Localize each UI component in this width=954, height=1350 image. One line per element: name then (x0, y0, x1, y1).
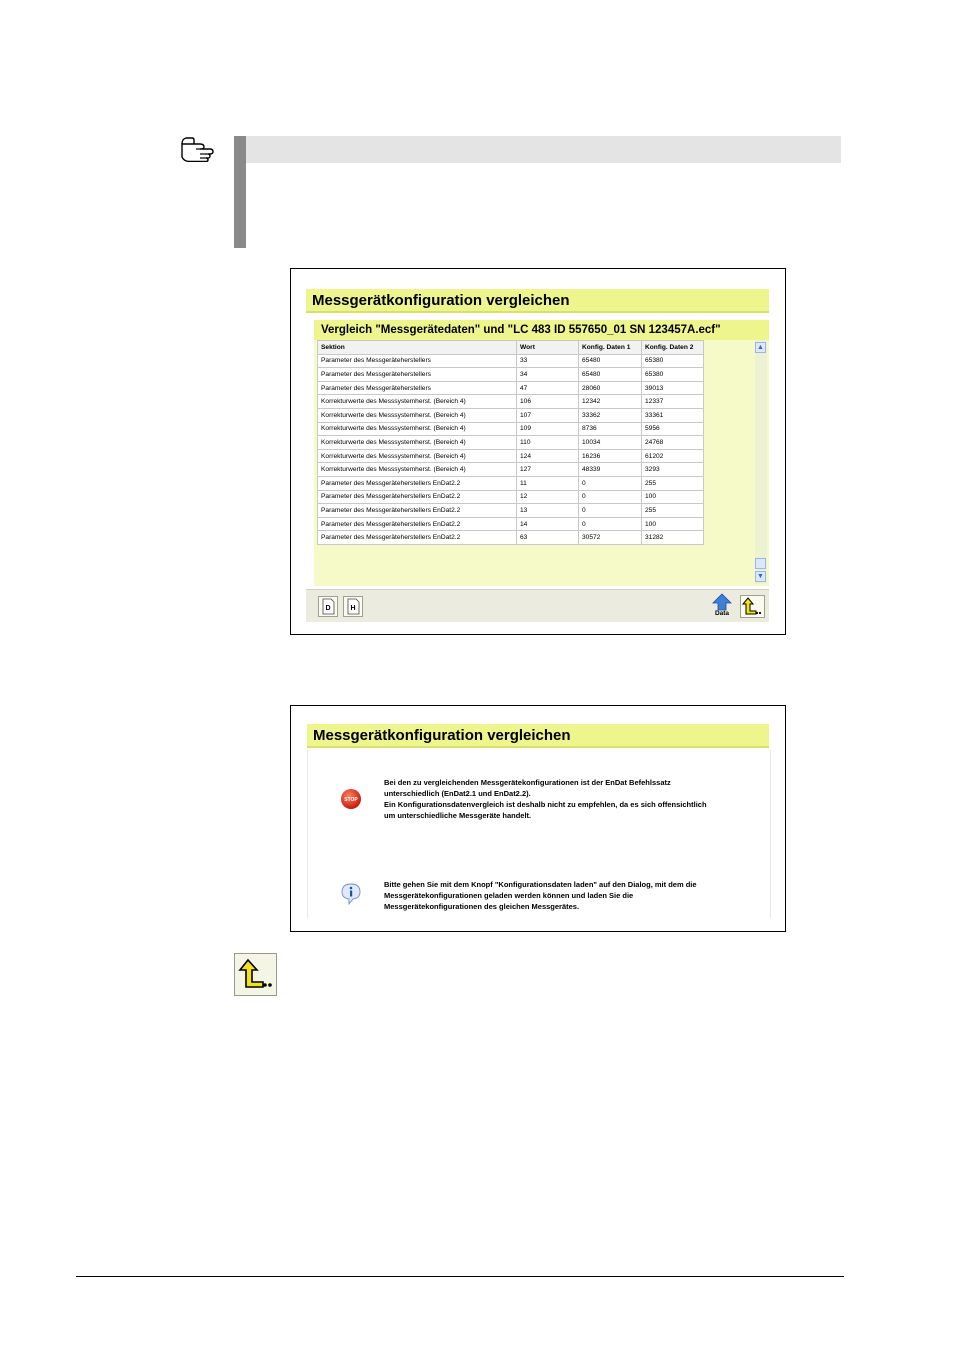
table-cell: 16236 (579, 449, 642, 463)
table-cell: 100 (642, 490, 704, 504)
data-button[interactable] (710, 593, 734, 619)
table-row[interactable] (318, 436, 704, 450)
table-row[interactable] (318, 504, 704, 518)
column-header: Konfig. Daten 1 (579, 341, 642, 355)
scroll-up-icon[interactable]: ▲ (755, 342, 766, 353)
table-row[interactable] (318, 408, 704, 422)
table-header-row (318, 341, 704, 355)
table-cell: 12337 (642, 395, 704, 409)
table-cell: Parameter des Messgeräteherstellers EnDat2.2 (318, 517, 517, 531)
table-cell: 24768 (642, 436, 704, 450)
table-cell: 0 (579, 476, 642, 490)
table-cell: 0 (579, 504, 642, 518)
dialog-title: Messgerätkonfiguration vergleichen (307, 724, 769, 748)
table-row[interactable] (318, 354, 704, 368)
table-cell: 33362 (579, 408, 642, 422)
column-header: Konfig. Daten 2 (642, 341, 704, 355)
table-cell: Korrekturwerte des Messsystemherst. (Bereich 4) (318, 463, 517, 477)
svg-text:STOP: STOP (344, 797, 358, 803)
comparison-subtitle: Vergleich "Messgerätedaten" und "LC 483 ID 557650_01 SN 123457A.ecf" (314, 320, 769, 340)
table-cell: Parameter des Messgeräteherstellers (318, 368, 517, 382)
table-cell: 5956 (642, 422, 704, 436)
table-cell: 12342 (579, 395, 642, 409)
table-cell: 110 (517, 436, 579, 450)
table-cell: Korrekturwerte des Messsystemherst. (Bereich 4) (318, 436, 517, 450)
scroll-down-icon[interactable]: ▼ (755, 571, 766, 582)
pointing-hand-icon (180, 136, 216, 162)
table-cell: 48339 (579, 463, 642, 477)
warning-panel (307, 750, 771, 918)
table-cell: 12 (517, 490, 579, 504)
data-button-label: Data (714, 610, 730, 617)
h-button[interactable] (343, 596, 363, 617)
table-cell: 33361 (642, 408, 704, 422)
table-cell: 107 (517, 408, 579, 422)
table-cell: Parameter des Messgeräteherstellers (318, 381, 517, 395)
table-cell: Korrekturwerte des Messsystemherst. (Bereich 4) (318, 422, 517, 436)
back-button-large[interactable] (234, 953, 277, 996)
dialog-title: Messgerätkonfiguration vergleichen (306, 289, 769, 313)
d-button[interactable] (318, 596, 338, 617)
document-h-icon (344, 597, 362, 616)
table-cell: 124 (517, 449, 579, 463)
table-cell: 65380 (642, 368, 704, 382)
table-row[interactable] (318, 449, 704, 463)
table-cell: Parameter des Messgeräteherstellers EnDat2.2 (318, 476, 517, 490)
table-cell: 127 (517, 463, 579, 477)
vertical-scrollbar[interactable] (755, 340, 767, 584)
table-row[interactable] (318, 381, 704, 395)
table-cell: 63 (517, 531, 579, 545)
scroll-thumb[interactable] (755, 558, 766, 569)
note-side-bar (234, 136, 246, 248)
table-cell: 0 (579, 490, 642, 504)
table-row[interactable] (318, 395, 704, 409)
svg-text:H: H (350, 605, 356, 612)
table-cell: 34 (517, 368, 579, 382)
load-config-hint-message: Bitte gehen Sie mit dem Knopf "Konfigurationsdaten laden" auf den Dialog, mit dem die Messgerätekonfigurationen geladen werden können und laden Sie die Messgerätekonfigurationen des gleichen Messgerätes. (384, 880, 697, 911)
data-upload-icon (710, 593, 734, 611)
table-cell: Parameter des Messgeräteherstellers EnDat2.2 (318, 504, 517, 518)
table-cell: 255 (642, 476, 704, 490)
table-row[interactable] (318, 531, 704, 545)
table-cell: 109 (517, 422, 579, 436)
table-row[interactable] (318, 422, 704, 436)
stop-sign-icon (340, 788, 362, 810)
back-arrow-icon (235, 954, 276, 995)
table-cell: Korrekturwerte des Messsystemherst. (Bereich 4) (318, 408, 517, 422)
table-cell: 31282 (642, 531, 704, 545)
back-arrow-icon (741, 596, 764, 617)
table-cell: Parameter des Messgeräteherstellers EnDat2.2 (318, 531, 517, 545)
table-cell: 30572 (579, 531, 642, 545)
table-cell: 11 (517, 476, 579, 490)
dialog-toolbar (306, 589, 769, 622)
table-cell: Korrekturwerte des Messsystemherst. (Bereich 4) (318, 395, 517, 409)
back-button[interactable] (740, 595, 765, 618)
table-row[interactable] (318, 476, 704, 490)
table-cell: Parameter des Messgeräteherstellers EnDat2.2 (318, 490, 517, 504)
table-row[interactable] (318, 517, 704, 531)
table-row[interactable] (318, 463, 704, 477)
compare-warning-screenshot (290, 705, 786, 932)
table-cell: 61202 (642, 449, 704, 463)
column-header: Wort (517, 341, 579, 355)
table-cell: 3293 (642, 463, 704, 477)
table-cell: 100 (642, 517, 704, 531)
compare-dialog-screenshot (290, 268, 786, 635)
table-row[interactable] (318, 368, 704, 382)
table-cell: 65480 (579, 354, 642, 368)
table-row[interactable] (318, 490, 704, 504)
table-cell: Korrekturwerte des Messsystemherst. (Bereich 4) (318, 449, 517, 463)
table-cell: 28060 (579, 381, 642, 395)
comparison-panel (314, 340, 769, 586)
table-cell: 106 (517, 395, 579, 409)
svg-text:D: D (325, 605, 331, 612)
comparison-table (317, 340, 704, 545)
table-cell: 255 (642, 504, 704, 518)
table-cell: 47 (517, 381, 579, 395)
table-cell: 65380 (642, 354, 704, 368)
table-cell: 8736 (579, 422, 642, 436)
info-icon (341, 883, 361, 905)
note-header (246, 136, 841, 163)
table-cell: 39013 (642, 381, 704, 395)
table-cell: 13 (517, 504, 579, 518)
document-d-icon (319, 597, 337, 616)
table-cell: 14 (517, 517, 579, 531)
column-header: Sektion (318, 341, 517, 355)
table-cell: Parameter des Messgeräteherstellers (318, 354, 517, 368)
table-cell: 0 (579, 517, 642, 531)
table-cell: 65480 (579, 368, 642, 382)
table-cell: 10034 (579, 436, 642, 450)
footer-rule (76, 1276, 844, 1277)
table-cell: 33 (517, 354, 579, 368)
incompatible-config-message: Bei den zu vergleichenden Messgerätekonfigurationen ist der EnDat Befehlssatz unterschiedlich (EnDat2.1 und EnDat2.2). Ein Konfigurationsdatenvergleich ist deshalb nicht zu empfehlen, da es sich offensichtlich um unterschiedliche Messgeräte handelt. (384, 778, 707, 820)
